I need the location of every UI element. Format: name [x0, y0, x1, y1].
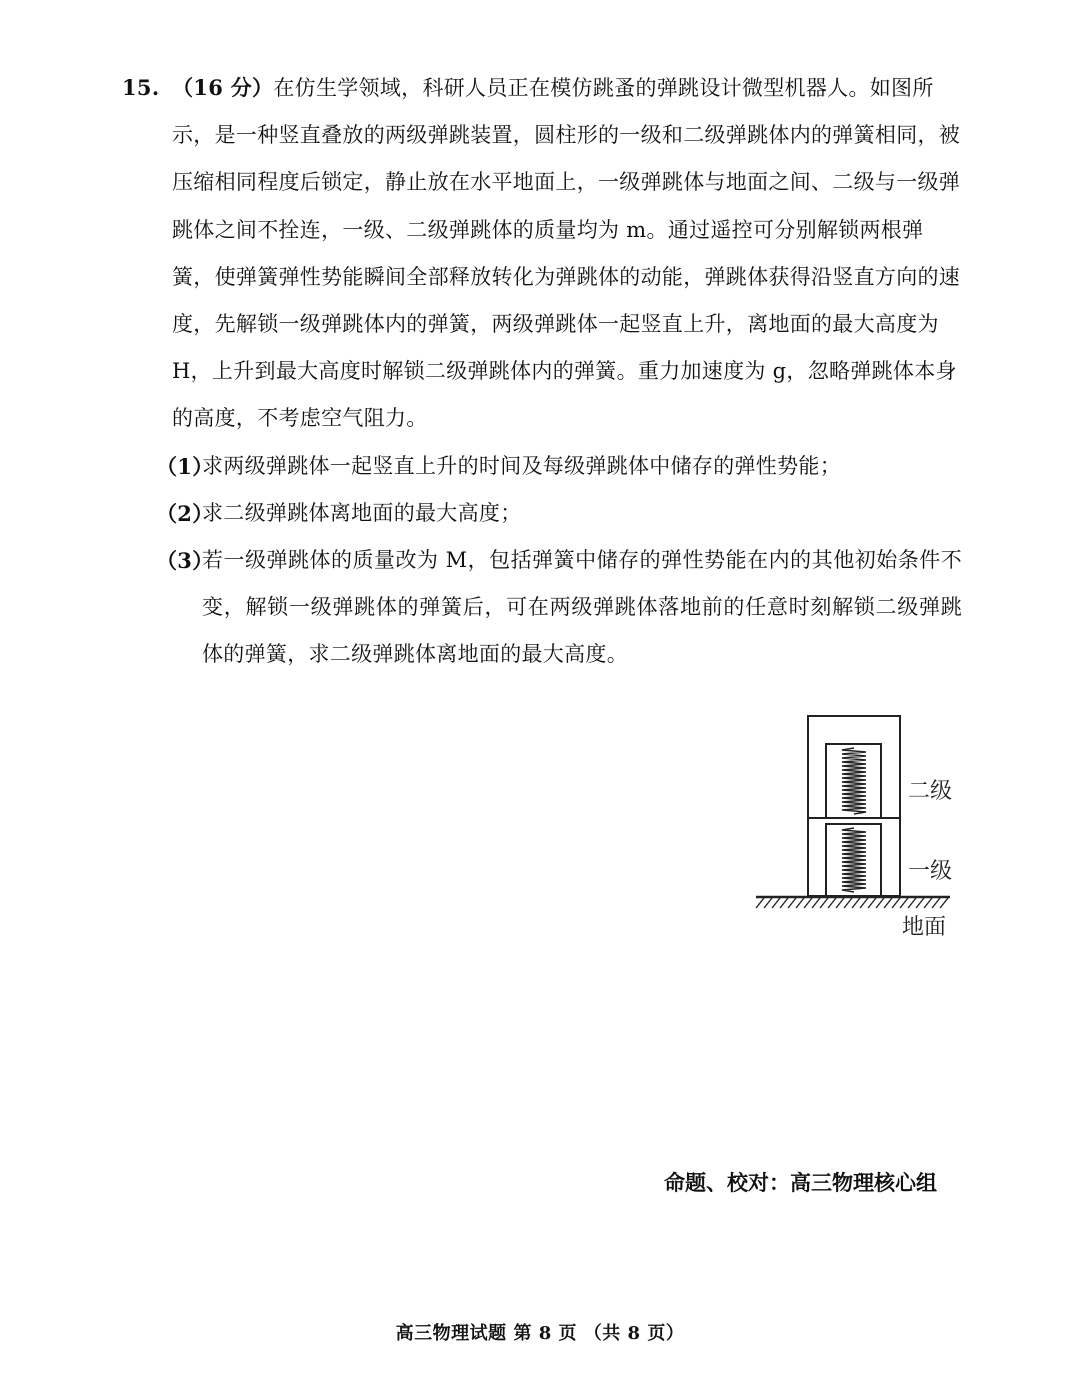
ground-hatching	[756, 898, 948, 908]
subquestion-text: 求二级弹跳体离地面的最大高度；	[202, 500, 522, 525]
subquestion-number: （3）	[156, 548, 214, 574]
label-upper-stage: 二级	[908, 779, 953, 804]
subquestion-text: 若一级弹跳体的质量改为 M，包括弹簧中储存的弹性势能在内的其他初始条件不变，解锁一级弹跳体的弹簧后，可在两级弹跳体落地前的任意时刻解锁二级弹跳体的弹簧，求二级弹跳体离地面的最大高度。	[202, 548, 962, 667]
lower-spring	[842, 828, 866, 892]
label-lower-stage: 一级	[908, 859, 953, 884]
question-score: （16 分）	[172, 75, 274, 100]
question-text: 在仿生学领域，科研人员正在模仿跳蚤的弹跳设计微型机器人。如图所示，是一种竖直叠放的两级弹跳装置，圆柱形的一级和二级弹跳体内的弹簧相同，被压缩相同程度后锁定，静止放在水平地面上，一级弹跳体与地面之间、二级与一级弹跳体之间不拴连，一级、二级弹跳体的质量均为 m。通过遥控可分别解锁两根弹簧，使弹簧弹性势能瞬间全部释放转化为弹跳体的动能，弹跳体获得沿竖直方向的速度，先解锁一级弹跳体内的弹簧，两级弹跳体一起竖直上升，离地面的最大高度为 H，上升到最大高度时解锁二级弹跳体内的弹簧。重力加速度为 g，忽略弹跳体本身的高度，不考虑空气阻力。	[172, 76, 961, 431]
subquestion-1	[122, 443, 962, 490]
subquestion-list	[122, 443, 962, 679]
subquestion-text: 求两级弹跳体一起竖直上升的时间及每级弹跳体中储存的弹性势能；	[202, 453, 841, 478]
question-body	[172, 64, 962, 443]
upper-spring	[842, 748, 866, 814]
subquestion-2	[122, 490, 962, 537]
label-ground: 地面	[902, 915, 947, 940]
question-header	[122, 64, 962, 443]
spring-device-figure	[750, 712, 970, 947]
credit-line: 命题、校对：高三物理核心组	[664, 1170, 937, 1195]
subquestion-number: （2）	[156, 500, 214, 526]
subquestion-3	[122, 537, 962, 679]
page-footer: 高三物理试题 第 8 页 （共 8 页）	[395, 1323, 685, 1344]
question-number: 15.	[122, 75, 160, 100]
subquestion-number: （1）	[156, 453, 214, 479]
question-15	[122, 64, 962, 679]
